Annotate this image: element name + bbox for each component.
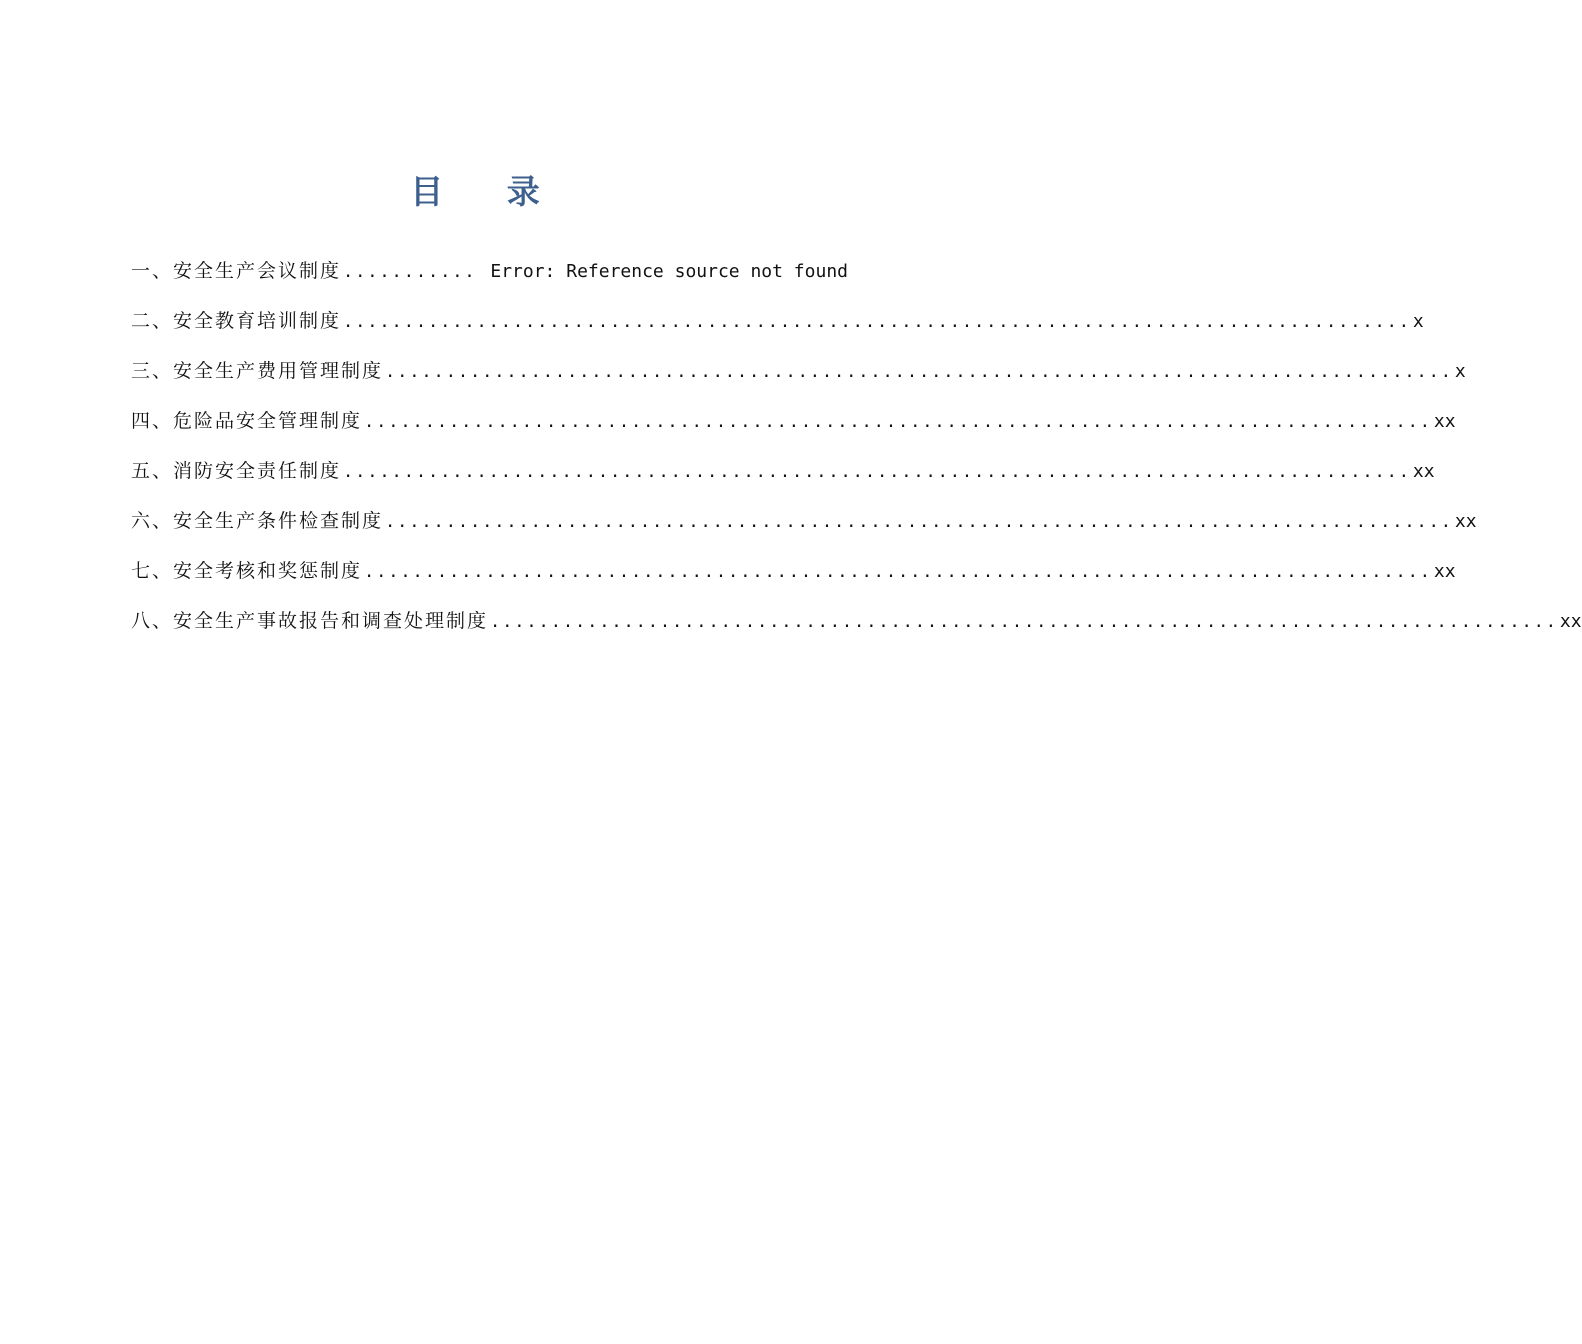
toc-leader-dots: ........................................................................................: [385, 512, 1453, 532]
toc-entry-label: 五、消防安全责任制度: [131, 460, 342, 482]
toc-entry-label: 四、危险品安全管理制度: [131, 410, 363, 432]
toc-leader-dots: ........................................................................................: [490, 612, 1558, 632]
toc-leader-dots: ........................................................................................: [364, 412, 1432, 432]
toc-title: 目 录: [410, 172, 566, 211]
toc-entry-page: xx: [1559, 611, 1582, 632]
toc-entry-label: 二、安全教育培训制度: [131, 310, 342, 332]
toc-leader-dots: ...........: [343, 262, 477, 282]
toc-entry-page: xx: [1454, 511, 1477, 532]
toc-entry[interactable]: [131, 554, 1456, 604]
toc-leader-dots: ........................................................................................: [364, 562, 1432, 582]
toc-entry-page: xx: [1433, 561, 1456, 582]
toc-entry[interactable]: [131, 304, 1424, 354]
toc-leader-dots: ........................................................................................: [385, 362, 1453, 382]
toc-entry-label: 三、安全生产费用管理制度: [131, 360, 384, 382]
toc-entry[interactable]: [131, 254, 848, 304]
toc-entry[interactable]: [131, 404, 1456, 454]
toc-entry-page: Error: Reference source not found: [490, 261, 848, 282]
toc-list: [131, 254, 1582, 654]
toc-leader-dots: ........................................................................................: [343, 462, 1411, 482]
toc-entry-label: 七、安全考核和奖惩制度: [131, 560, 363, 582]
toc-entry-page: xx: [1433, 411, 1456, 432]
toc-entry-page: x: [1412, 311, 1424, 332]
toc-entry-page: xx: [1412, 461, 1435, 482]
toc-entry[interactable]: [131, 504, 1477, 554]
toc-entry-page: x: [1454, 361, 1466, 382]
toc-entry-label: 八、安全生产事故报告和调查处理制度: [131, 610, 489, 632]
toc-entry[interactable]: [131, 604, 1582, 654]
toc-entry-label: 六、安全生产条件检查制度: [131, 510, 384, 532]
toc-entry[interactable]: [131, 354, 1466, 404]
toc-entry[interactable]: [131, 454, 1435, 504]
toc-leader-dots: ........................................................................................: [343, 312, 1411, 332]
toc-entry-label: 一、安全生产会议制度: [131, 260, 342, 282]
